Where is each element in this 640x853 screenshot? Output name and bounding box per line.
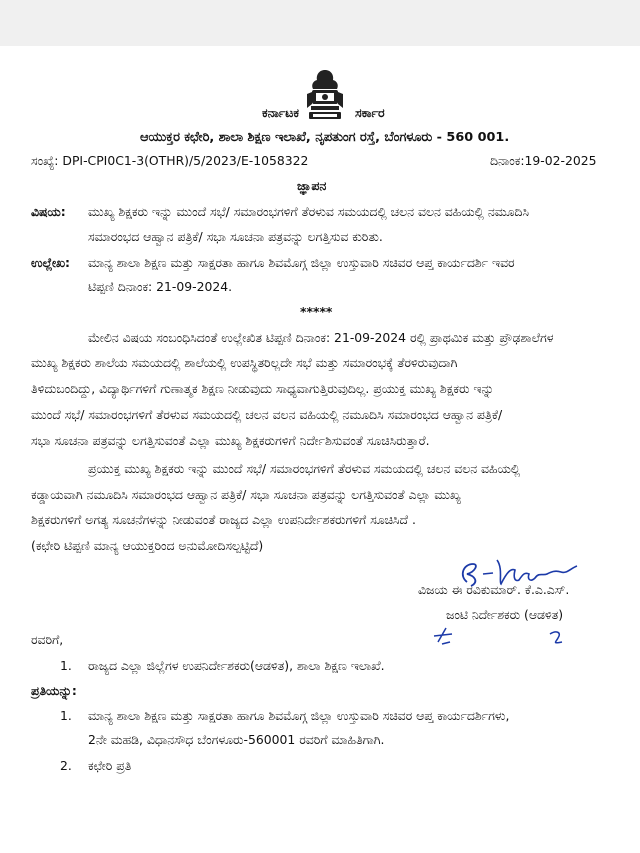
copy-2: ಕಛೇರಿ ಪ್ರತಿ	[88, 758, 132, 773]
header-government: ಸರ್ಕಾರ	[355, 105, 385, 120]
paragraph-1-line-1: ಮೇಲಿನ ವಿಷಯ ಸಂಬಂಧಿಸಿದಂತೆ ಉಲ್ಲೇಖಿತ ಟಿಪ್ಪಣಿ ದಿನಾಂಕ: 21-09-2024 ರಲ್ಲಿ ಪ್ರಾಥಮಿಕ ಮತ್ತು ಪ್ರೌಢಶಾಲೆಗಳ	[88, 330, 554, 345]
document-date: ದಿನಾಂಕ:19-02-2025	[490, 153, 597, 168]
subject-line-1: ಮುಖ್ಯ ಶಿಕ್ಷಕರು ಇನ್ನು ಮುಂದೆ ಸಭೆ/ ಸಮಾರಂಭಗಳಿಗೆ ತೆರಳುವ ಸಮಯದಲ್ಲಿ ಚಲನ ವಲನ ವಹಿಯಲ್ಲಿ ನಮೂದಿಸಿ	[88, 204, 530, 219]
subject-line-2: ಸಮಾರಂಭದ ಆಹ್ವಾನ ಪತ್ರಿಕೆ/ ಸಭಾ ಸೂಚನಾ ಪತ್ರವನ್ನು ಲಗತ್ತಿಸುವ ಕುರಿತು.	[88, 229, 383, 244]
copy-1-line-1: ಮಾನ್ಯ ಶಾಲಾ ಶಿಕ್ಷಣ ಮತ್ತು ಸಾಕ್ಷರತಾ ಹಾಗೂ ಶಿವಮೊಗ್ಗ ಜಿಲ್ಲಾ ಉಸ್ತುವಾರಿ ಸಚಿವರ ಆಪ್ತ ಕಾರ್ಯದರ್ಶಿಗಳು,	[88, 708, 510, 723]
paragraph-1-line-2: ಮುಖ್ಯ ಶಿಕ್ಷಕರು ಶಾಲೆಯ ಸಮಯದಲ್ಲಿ ಶಾಲೆಯಲ್ಲಿ ಉಪಸ್ಥಿತರಿಲ್ಲದೇ ಸಭೆ ಮತ್ತು ಸಮಾರಂಭಕ್ಕೆ ತೆರಳಿರುವುದಾಗಿ	[31, 355, 458, 370]
subject-label: ವಿಷಯ:	[31, 204, 66, 219]
header-state: ಕರ್ನಾಟಕ	[262, 105, 299, 120]
paragraph-1-line-5: ಸಭಾ ಸೂಚನಾ ಪತ್ರವನ್ನು ಲಗತ್ತಿಸುವಂತೆ ಎಲ್ಲಾ ಮುಖ್ಯ ಶಿಕ್ಷಕರುಗಳಿಗೆ ನಿರ್ದೇಶಿಸುವಂತೆ ಸೂಚಿಸಿರುತ್ತಾರೆ.	[31, 433, 430, 448]
recipient-1: ರಾಜ್ಯದ ಎಲ್ಲಾ ಜಿಲ್ಲೆಗಳ ಉಪನಿರ್ದೇಶಕರು(ಆಡಳಿತ), ಶಾಲಾ ಶಿಕ್ಷಣ ಇಲಾಖೆ.	[88, 658, 385, 673]
separator: *****	[300, 304, 333, 319]
header-office: ಆಯುಕ್ತರ ಕಛೇರಿ, ಶಾಲಾ ಶಿಕ್ಷಣ ಇಲಾಖೆ, ನೃಪತುಂಗ ರಸ್ತೆ, ಬೆಂಗಳೂರು - 560 001.	[140, 130, 510, 145]
signatory-name: ವಿಜಯ ಈ ರವಿಕುಮಾರ್. ಕೆ.ಎ.ಎಸ್.	[418, 582, 570, 597]
paragraph-2-line-1: ಪ್ರಯುಕ್ತ ಮುಖ್ಯ ಶಿಕ್ಷಕರು ಇನ್ನು ಮುಂದೆ ಸಭೆ/ ಸಮಾರಂಭಗಳಿಗೆ ತೆರಳುವ ಸಮಯದಲ್ಲಿ ಚಲನ ವಲನ ವಹಿಯಲ್ಲಿ	[88, 461, 521, 476]
reference-line-1: ಮಾನ್ಯ ಶಾಲಾ ಶಿಕ್ಷಣ ಮತ್ತು ಸಾಕ್ಷರತಾ ಹಾಗೂ ಶಿವಮೊಗ್ಗ ಜಿಲ್ಲಾ ಉಸ್ತುವಾರಿ ಸಚಿವರ ಆಪ್ತ ಕಾರ್ಯದರ್ಶಿ ಇವರ	[88, 255, 515, 270]
signatory-designation: ಜಂಟಿ ನಿರ್ದೇಶಕರು (ಆಡಳಿತ)	[446, 607, 564, 622]
paragraph-2-line-3: ಶಿಕ್ಷಕರುಗಳಿಗೆ ಅಗತ್ಯ ಸೂಚನೆಗಳನ್ನು ನೀಡುವಂತೆ ರಾಜ್ಯದ ಎಲ್ಲಾ ಉಪನಿರ್ದೇಶಕರುಗಳಿಗೆ ಸೂಚಿಸಿದೆ .	[31, 512, 416, 527]
reference-label: ಉಲ್ಲೇಖ:	[31, 255, 71, 270]
state-emblem-icon	[303, 68, 347, 122]
copies-label: ಪ್ರತಿಯನ್ನು:	[31, 683, 77, 698]
copy-2-number: 2.	[60, 758, 72, 773]
paragraph-1-line-3: ತಿಳಿದುಬಂದಿದ್ದು, ವಿದ್ಯಾರ್ಥಿಗಳಿಗೆ ಗುಣಾತ್ಮಕ ಶಿಕ್ಷಣ ನೀಡುವುದು ಸಾಧ್ಯವಾಗುತ್ತಿರುವುದಿಲ್ಲ. ಪ್ರಯುಕ್ತ ಮುಖ್ಯ ಶಿಕ್ಷಕರು ಇನ್ನು	[31, 381, 494, 396]
initials-mark	[430, 622, 570, 650]
recipients-label: ರವರಿಗೆ,	[31, 632, 64, 647]
copy-1-number: 1.	[60, 708, 72, 723]
paragraph-1-line-4: ಮುಂದೆ ಸಭೆ/ ಸಮಾರಂಭಗಳಿಗೆ ತೆರಳುವ ಸಮಯದಲ್ಲಿ ಚಲನ ವಲನ ವಹಿಯಲ್ಲಿ ನಮೂದಿಸಿ ಸಮಾರಂಭದ ಆಹ್ವಾನ ಪತ್ರಿಕೆ/	[31, 407, 503, 422]
reference-line-2: ಟಿಪ್ಪಣಿ ದಿನಾಂಕ: 21-09-2024.	[88, 279, 233, 294]
reference-number: ಸಂಖ್ಯೆ: DPI-CPI0C1-3(OTHR)/5/2023/E-1058322	[31, 153, 309, 168]
paragraph-2-line-2: ಕಡ್ಡಾಯವಾಗಿ ನಮೂದಿಸಿ ಸಮಾರಂಭದ ಆಹ್ವಾನ ಪತ್ರಿಕೆ/ ಸಭಾ ಸೂಚನಾ ಪತ್ರವನ್ನು ಲಗತ್ತಿಸುವಂತೆ ಎಲ್ಲಾ ಮುಖ್ಯ	[31, 487, 461, 502]
top-bar	[0, 0, 640, 46]
approval-note: (ಕಛೇರಿ ಟಿಪ್ಪಣಿ ಮಾನ್ಯ ಆಯುಕ್ತರಿಂದ ಅನುಮೋದಿಸಲ್ಪಟ್ಟಿದೆ)	[31, 538, 264, 553]
recipient-1-number: 1.	[60, 658, 72, 673]
copy-1-line-2: 2ನೇ ಮಹಡಿ, ವಿಧಾನಸೌಧ ಬೆಂಗಳೂರು-560001 ರವರಿಗೆ ಮಾಹಿತಿಗಾಗಿ.	[88, 732, 385, 747]
memo-title: ಜ್ಞಾಪನ	[297, 178, 327, 193]
